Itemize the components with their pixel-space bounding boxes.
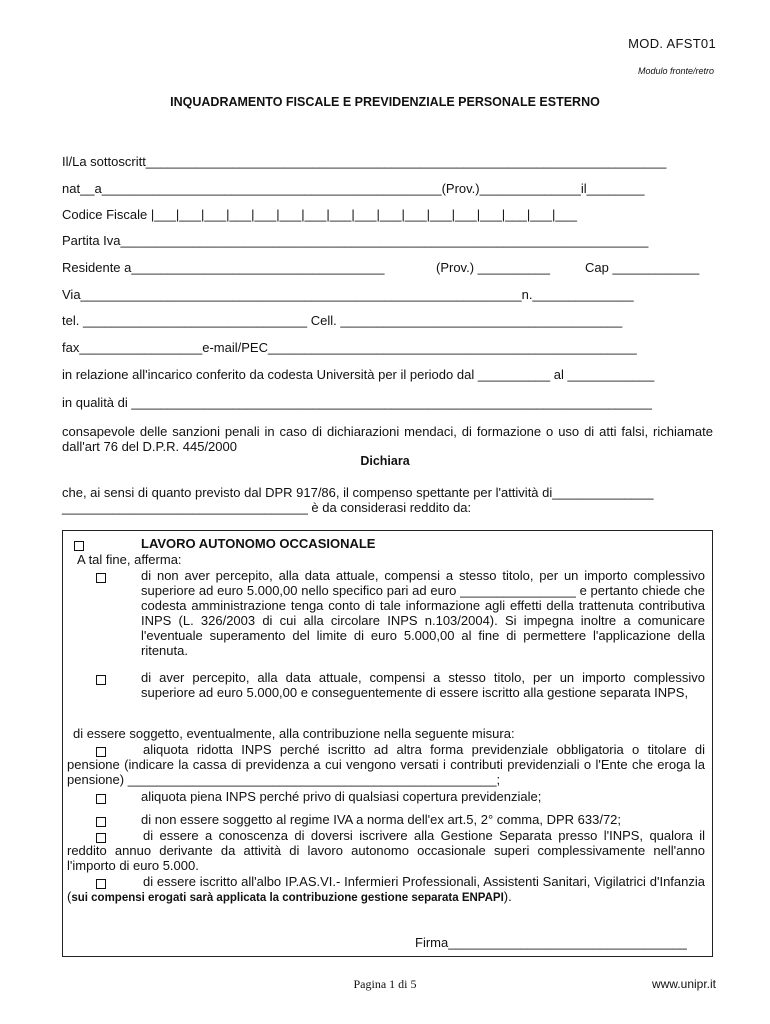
compenso-line-1[interactable]: che, ai sensi di quanto previsto dal DPR 917/86, il compenso spettante per l'attività di______________ — [62, 485, 654, 500]
checkbox-non-percepito[interactable] — [96, 569, 106, 587]
albo-bold-note: sui compensi erogati sarà applicata la contribuzione gestione separata ENPAPI — [71, 892, 504, 904]
form-code: MOD. AFST01 — [628, 36, 716, 51]
lavoro-autonomo-heading: LAVORO AUTONOMO OCCASIONALE — [141, 536, 376, 551]
checkbox-aliquota-piena[interactable] — [96, 790, 106, 808]
checkbox-percepito[interactable] — [96, 671, 106, 689]
albo-text-end: ). — [503, 889, 512, 904]
modulo-note: Modulo fronte/retro — [637, 66, 714, 76]
field-incarico-periodo[interactable]: in relazione all'incarico conferito da codesta Università per il periodo dal __________ al ____________ — [62, 367, 655, 382]
aliquota-piena-text: aliquota piena INPS perché privo di qualsiasi copertura previdenziale; — [141, 789, 542, 804]
consapevole-paragraph: consapevole delle sanzioni penali in caso di dichiarazioni mendaci, di formazione o uso di atti falsi, richiamate dall'art 76 del D.P.R. 445/2000 — [62, 424, 713, 454]
field-residente[interactable]: Residente a___________________________________ — [62, 260, 385, 275]
option-non-percepito-text: di non aver percepito, alla data attuale, compensi a stesso titolo, per un importo complessivo superiore ad euro 5.000,00 nello specifico pari ad euro ________________ e pertanto chiede che codesta amministrazione tenga conto di tale informazione agli effetti della trattenuta contributiva INPS (L. 326/2003 di cui alla circolare INPS n.103/2004). Si impegna inoltre a comunicare l'eventuale superamento del limite di euro 5.000,00 al fine di permettere l'applicazione della ritenuta. — [141, 568, 705, 658]
compenso-line-2[interactable]: __________________________________ è da considerasi reddito da: — [62, 500, 472, 515]
footer-url: www.unipr.it — [651, 977, 716, 991]
regime-iva-text: di non essere soggetto al regime IVA a norma dell'ex art.5, 2° comma, DPR 633/72; — [141, 812, 622, 827]
lavoro-autonomo-box — [62, 530, 713, 957]
field-fax-email[interactable]: fax_________________e-mail/PEC___________________________________________________ — [62, 340, 637, 355]
option-percepito-text: di aver percepito, alla data attuale, compensi a stesso titolo, per un importo complessivo superiore ad euro 5.000,00 e conseguentemente di essere iscritto alla gestione separata INPS, — [141, 670, 705, 700]
albo-text — [67, 874, 705, 906]
soggetto-label: di essere soggetto, eventualmente, alla contribuzione nella seguente misura: — [73, 726, 515, 741]
gestione-separata-text: di essere a conoscenza di doversi iscrivere alla Gestione Separata presso l'INPS, qualora il reddito annuo derivante da attività di lavoro autonomo occasionale superi complessivamente nell'anno l'importo di euro 5.000. — [67, 828, 705, 873]
afferma-label: A tal fine, afferma: — [77, 552, 182, 567]
dichiara-heading: Dichiara — [360, 454, 410, 468]
field-qualita[interactable]: in qualità di ________________________________________________________________________ — [62, 395, 652, 410]
aliquota-ridotta-text: aliquota ridotta INPS perché iscritto ad altra forma previdenziale obbligatoria o titolare di pensione (indicare la cassa di previdenza a cui vengono versati i contributi previdenziali o l'Ente che eroga la pensione) ___________________________________________________; — [67, 742, 705, 787]
field-sottoscritto[interactable]: Il/La sottoscritt________________________________________________________________________ — [62, 154, 667, 169]
checkbox-icon — [96, 817, 106, 827]
checkbox-icon — [96, 675, 106, 685]
checkbox-icon — [96, 794, 106, 804]
document-title: INQUADRAMENTO FISCALE E PREVIDENZIALE PERSONALE ESTERNO — [170, 95, 600, 109]
field-codice-fiscale[interactable]: Codice Fiscale |___|___|___|___|___|___|___|___|___|___|___|___|___|___|___|___|___ — [62, 207, 578, 222]
field-tel-cell[interactable]: tel. _______________________________ Cell. _______________________________________ — [62, 313, 623, 328]
firma-signature-line[interactable]: Firma_________________________________ — [415, 935, 687, 950]
checkbox-icon — [96, 573, 106, 583]
checkbox-icon — [74, 541, 84, 551]
field-residente-cap[interactable]: Cap ____________ — [585, 260, 700, 275]
field-partita-iva[interactable]: Partita Iva_________________________________________________________________________ — [62, 233, 649, 248]
albo-text-start: di essere iscritto all'albo IP.AS.VI.- Infermieri Professionali, Assistenti Sanitari, Vigilatrici d'Infanzia ( — [67, 874, 705, 904]
field-nato[interactable]: nat__a_______________________________________________(Prov.)______________il________ — [62, 181, 645, 196]
field-via[interactable]: Via_____________________________________________________________n.______________ — [62, 287, 634, 302]
field-residente-prov[interactable]: (Prov.) __________ — [436, 260, 550, 275]
page-number: Pagina 1 di 5 — [353, 977, 417, 991]
